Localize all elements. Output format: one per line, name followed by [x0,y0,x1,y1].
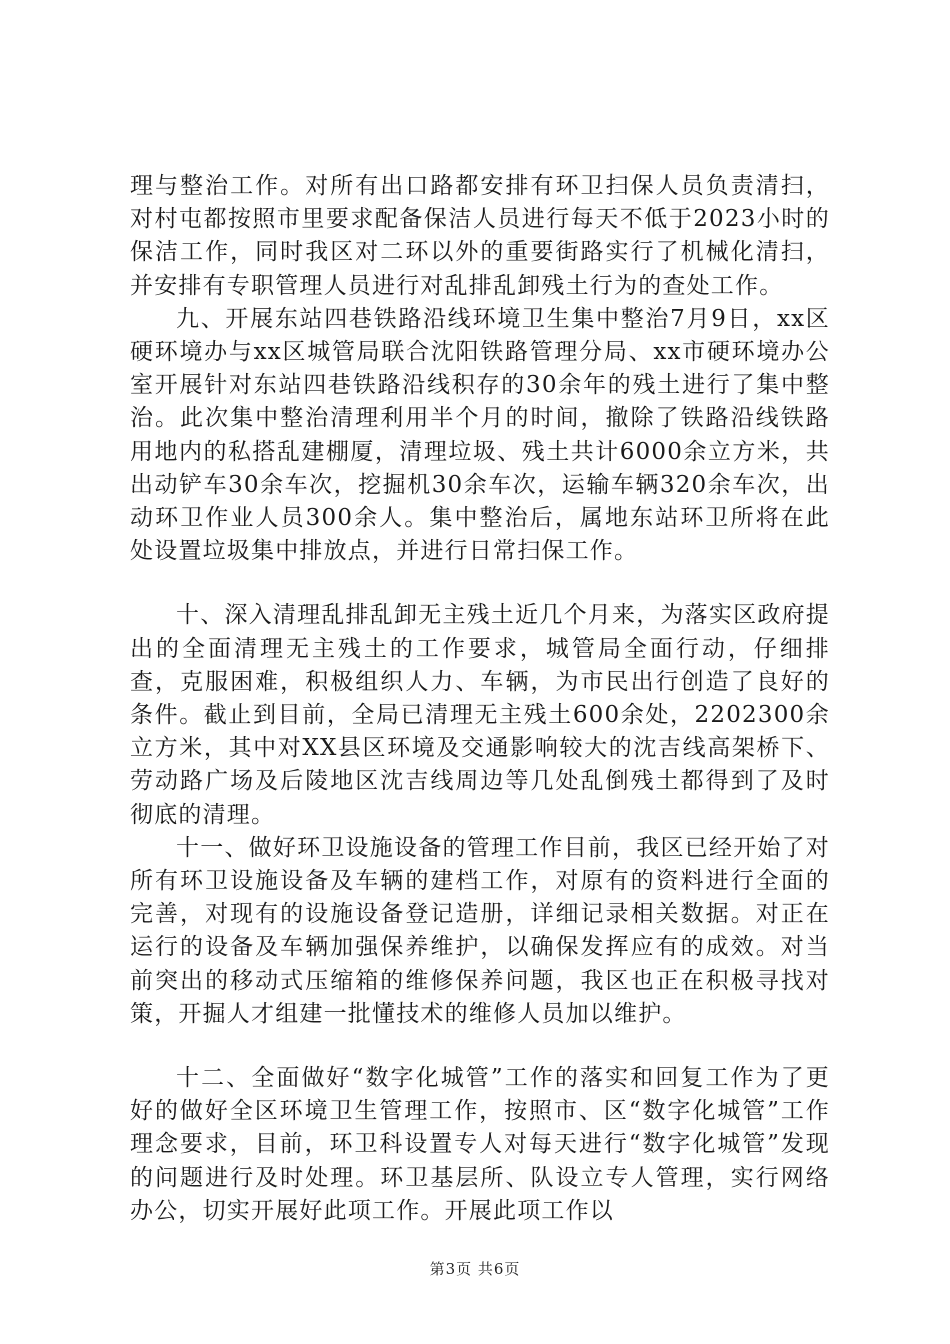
paragraph-continuation: 理与整治工作。对所有出口路都安排有环卫扫保人员负责清扫，对村屯都按照市里要求配备保洁人员进行每天不低于2023小时的保洁工作，同时我区对二环以外的重要街路实行了机械化清扫，并安排有专职管理人员进行对乱排乱卸残土行为的查处工作。 [130,173,830,299]
page-number-footer: 第3页 共6页 [429,1260,521,1278]
paragraph-section-11: 十一、做好环卫设施设备的管理工作目前，我区已经开始了对所有环卫设施设备及车辆的建档工作，对原有的资料进行全面的完善，对现有的设施设备登记造册，详细记录相关数据。对正在运行的设备及车辆加强保养维护，以确保发挥应有的成效。对当前突出的移动式压缩箱的维修保养问题，我区也正在积极寻找对策，开掘人才组建一批懂技术的维修人员加以维护。 [130,834,830,1027]
paragraph-section-12: 十二、全面做好“数字化城管”工作的落实和回复工作为了更好的做好全区环境卫生管理工作，按照市、区“数字化城管”工作理念要求，目前，环卫科设置专人对每天进行“数字化城管”发现的问题进行及时处理。环卫基层所、队设立专人管理，实行网络办公，切实开展好此项工作。开展此项工作以 [130,1065,830,1224]
document-body [130,170,830,1228]
paragraph-section-9: 九、开展东站四巷铁路沿线环境卫生集中整治7月9日，xx区硬环境办与xx区城管局联合沈阳铁路管理分局、xx市硬环境办公室开展针对东站四巷铁路沿线积存的30余年的残土进行了集中整治。此次集中整治清理利用半个月的时间，撤除了铁路沿线铁路用地内的私搭乱建棚厦，清理垃圾、残土共计6000余立方米，共出动铲车30余车次，挖掘机30余车次，运输车辆320余车次，出动环卫作业人员300余人。集中整治后，属地东站环卫所将在此处设置垃圾集中排放点，并进行日常扫保工作。 [130,305,830,565]
paragraph-section-10: 十、深入清理乱排乱卸无主残土近几个月来，为落实区政府提出的全面清理无主残土的工作要求，城管局全面行动，仔细排查，克服困难，积极组织人力、车辆，为市民出行创造了良好的条件。截止到目前，全局已清理无主残土600余处，2202300余立方米，其中对XX县区环境及交通影响较大的沈吉线高架桥下、劳动路广场及后陵地区沈吉线周边等几处乱倒残土都得到了及时彻底的清理。 [130,602,830,828]
